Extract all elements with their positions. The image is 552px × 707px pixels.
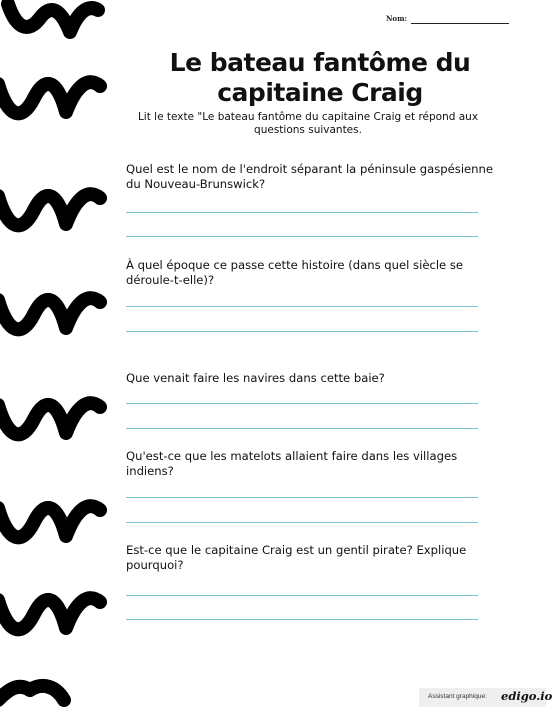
answer-line-5b[interactable] [126,619,478,620]
worksheet-title [140,48,500,108]
question-1: Quel est le nom de l'endroit séparant la péninsule gaspésienne du Nouveau-Brunswick? [126,162,494,191]
title-line-2: capitaine Craig [217,78,423,107]
answer-line-2a[interactable] [126,306,478,307]
footer-label: Assistant graphique: [428,693,487,700]
question-5: Est-ce que le capitaine Craig est un gentil pirate? Explique pourquoi? [126,543,467,572]
answer-line-4b[interactable] [126,522,478,523]
name-label: Nom: [386,14,408,23]
answer-line-1a[interactable] [126,212,478,213]
answer-line-2b[interactable] [126,331,478,332]
edigo-logo[interactable]: edigo.io [501,689,552,703]
title-line-1: Le bateau fantôme du [169,48,471,77]
answer-line-3b[interactable] [126,428,478,429]
footer-attribution [419,688,552,707]
question-4: Qu'est-ce que les matelots allaient faire dans les villages indiens? [126,449,458,478]
decorative-wave-border [0,0,112,707]
question-2: À quel époque ce passe cette histoire (dans quel siècle se déroule-t-elle)? [126,258,464,287]
answer-line-3a[interactable] [126,403,478,404]
instructions: Lit le texte "Le bateau fantôme du capitaine Craig et répond aux questions suivantes. [137,111,479,136]
answer-line-5a[interactable] [126,595,478,596]
question-3: Que venait faire les navires dans cette baie? [126,371,385,385]
student-name-field[interactable] [386,14,516,23]
answer-line-4a[interactable] [126,497,478,498]
name-underline [411,23,509,24]
answer-line-1b[interactable] [126,236,478,237]
